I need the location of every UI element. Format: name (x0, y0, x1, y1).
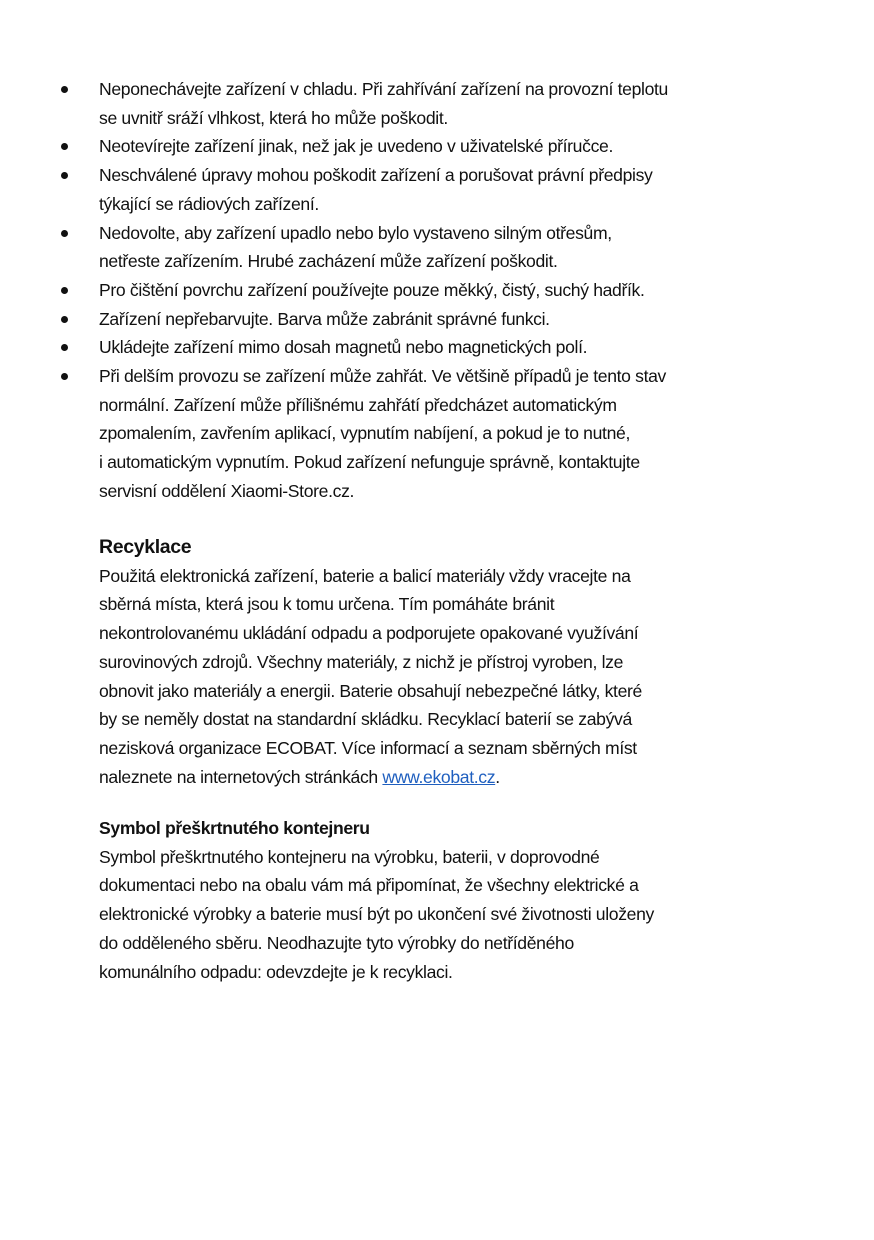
bullet-text-line: netřeste zařízením. Hrubé zacházení může zařízení poškodit. (99, 251, 558, 272)
recycling-text-line: Použitá elektronická zařízení, baterie a balicí materiály vždy vracejte na (99, 565, 631, 586)
bullet-icon (61, 373, 68, 380)
bullet-text-line: Zařízení nepřebarvujte. Barva může zabránit správné funkci. (99, 308, 550, 329)
bullet-text-line: týkající se rádiových zařízení. (99, 193, 319, 214)
bullet-icon (61, 316, 68, 323)
bullet-icon (61, 230, 68, 237)
bullet-text-line: Neotevírejte zařízení jinak, než jak je uvedeno v uživatelské příručce. (99, 136, 613, 157)
symbol-text-line: do odděleného sběru. Neodhazujte tyto výrobky do netříděného (99, 932, 574, 953)
link-suffix: . (495, 766, 500, 787)
symbol-text-line: dokumentaci nebo na obalu vám má připomínat, že všechny elektrické a (99, 875, 639, 896)
bullet-icon (61, 287, 68, 294)
recycling-heading: Recyklace (99, 536, 192, 558)
recycling-text-line: sběrná místa, která jsou k tomu určena. Tím pomáháte bránit (99, 594, 555, 615)
bullet-text-line: Ukládejte zařízení mimo dosah magnetů nebo magnetických polí. (99, 337, 588, 358)
bullet-icon (61, 86, 68, 93)
bullet-text-line: zpomalením, zavřením aplikací, vypnutím nabíjení, a pokud je to nutné, (99, 423, 630, 444)
recycling-text-line: nezisková organizace ECOBAT. Více informací a seznam sběrných míst (99, 737, 637, 758)
bullet-text-line: Při delším provozu se zařízení může zahřát. Ve většině případů je tento stav (99, 366, 667, 386)
bullet-icon (61, 344, 68, 351)
recycling-text-line: obnovit jako materiály a energii. Baterie obsahují nebezpečné látky, které (99, 680, 642, 701)
bullet-text-line: se uvnitř sráží vlhkost, která ho může poškodit. (99, 107, 448, 128)
bullet-text-line: Neponechávejte zařízení v chladu. Při zahřívání zařízení na provozní teplotu (99, 79, 668, 99)
bullet-icon (61, 143, 68, 150)
symbol-text-line: komunálního odpadu: odevzdejte je k recyklaci. (99, 961, 453, 982)
recycling-text-line (99, 763, 500, 791)
recycling-text-line: nekontrolovanému ukládání odpadu a podporujete opakované využívání (99, 623, 639, 644)
symbol-text-line: elektronické výrobky a baterie musí být po ukončení své životnosti uloženy (99, 904, 654, 925)
recycling-text-line: by se neměly dostat na standardní skládku. Recyklací baterií se zabývá (99, 709, 632, 730)
bullet-text-line: Pro čištění povrchu zařízení používejte pouze měkký, čistý, suchý hadřík. (99, 279, 645, 300)
symbol-heading: Symbol přeškrtnutého kontejneru (99, 818, 370, 838)
bullet-icon (61, 172, 68, 179)
link-prefix: naleznete na internetových stránkách (99, 766, 383, 787)
symbol-text-line: Symbol přeškrtnutého kontejneru na výrobku, baterii, v doprovodné (99, 846, 600, 867)
recycling-text-line: surovinových zdrojů. Všechny materiály, z nichž je přístroj vyroben, lze (99, 651, 624, 672)
bullet-text-line: normální. Zařízení může přílišnému zahřátí předcházet automatickým (99, 394, 617, 415)
bullet-text-line: servisní oddělení Xiaomi-Store.cz. (99, 480, 355, 501)
bullet-text-line: Neschválené úpravy mohou poškodit zařízení a porušovat právní předpisy (99, 165, 653, 186)
bullet-text-line: i automatickým vypnutím. Pokud zařízení nefunguje správně, kontaktujte (99, 452, 640, 473)
bullet-text-line: Nedovolte, aby zařízení upadlo nebo bylo vystaveno silným otřesům, (99, 222, 612, 243)
ekobat-link[interactable]: www.ekobat.cz (382, 766, 496, 787)
